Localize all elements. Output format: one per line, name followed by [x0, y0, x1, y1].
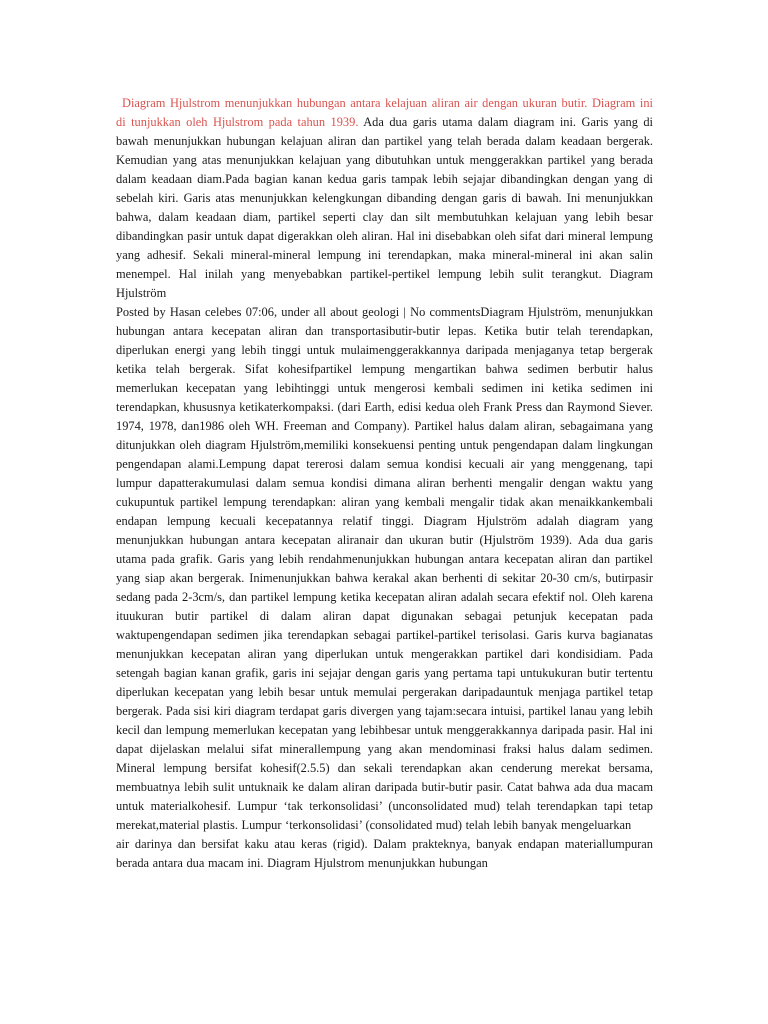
- intro-text: Ada dua garis utama dalam diagram ini. Garis yang di bawah menunjukkan hubungan kelajuan aliran dan partikel yang telah berada dalam keadaan bergerak. Kemudian yang atas menunjukkan kelajuan yang dibutuhkan untuk menggerakkan partikel yang berada dalam keadaan diam.Pada bagian kanan kedua garis tampak lebih sejajar dibandingkan dengan yang di sebelah kiri. Garis atas menunjukkan kelengkungan dibanding dengan garis di bawah. Ini menunjukkan bahwa, dalam keadaan diam, partikel seperti clay dan silt membutuhkan kelajuan yang lebih besar dibandingkan pasir untuk dapat digerakkan oleh aliran. Hal ini disebabkan oleh sifat dari mineral lempung yang adhesif. Sekali mineral-mineral lempung ini terendapkan, maka mineral-mineral ini akan salin menempel. Hal inilah yang menyebabkan partikel-pertikel lempung lebih sulit terangkut. Diagram Hjulström: [116, 115, 654, 300]
- main-paragraph: Posted by Hasan celebes 07:06, under all about geologi | No commentsDiagram Hjulström, menunjukkan hubungan antara kecepatan aliran dan transportasibutir-butir lepas. Ketika butir telah terendapkan, diperlukan energi yang lebih tinggi untuk mulaimenggerakkannya daripada menjaganya tetap bergerak ketika telah bergerak. Sifat kohesifpartikel lempung mengartikan bahwa sedimen berbutir halus memerlukan kecepatan yang lebihtinggi untuk mengerosi kembali sedimen ini ketika sedimen ini terendapkan, khususnya ketikaterkompaksi. (dari Earth, edisi kedua oleh Frank Press dan Raymond Siever. 1974, 1978, dan1986 oleh WH. Freeman and Company). Partikel halus dalam aliran, sebagaimana yang ditunjukkan oleh diagram Hjulström,memiliki konsekuensi penting untuk pengendapan dalam lingkungan pengendapan alami.Lempung dapat tererosi dalam semua kondisi kecuali air yang menggenang, tapi lumpur dapatterakumulasi dalam semua kondisi dimana aliran berhenti mengalir dengan waktu yang cukupuntuk partikel lempung terendapkan: aliran yang kembali mengalir tidak akan menaikkankembali endapan lempung kecuali kecepatannya relatif tinggi. Diagram Hjulström adalah diagram yang menunjukkan hubungan antara kecepatan aliranair dan ukuran butir (Hjulström 1939). Ada dua garis utama pada grafik. Garis yang lebih rendahmenunjukkan hubungan antara kecepatan aliran dan partikel yang siap akan bergerak. Inimenunjukkan bahwa kerakal akan berhenti di sekitar 20-30 cm/s, butirpasir sedang pada 2-3cm/s, dan partikel lempung ketika kecepatan aliran adalah secara efektif nol. Oleh karena ituukuran butir partikel di dalam aliran dapat digunakan sebagai petunjuk kecepatan pada waktupengendapan sedimen jika terendapkan sebagai partikel-partikel terisolasi. Garis kurva bagianatas menunjukkan kecepatan aliran yang diperlukan untuk mengerakkan partikel dari kondisidiam. Pada setengah bagian kanan grafik, garis ini sejajar dengan garis yang pertama tapi untukukuran butir tertentu diperlukan kecepatan yang lebih besar untuk memulai pergerakan daripadauntuk menjaga partikel tetap bergerak. Pada sisi kiri diagram terdapat garis divergen yang tajam:secara intuisi, partikel lanau yang lebih kecil dan lempung memerlukan kecepatan yang lebihbesar untuk menggerakkannya daripada pasir. Hal ini dapat dijelaskan melalui sifat minerallempung yang akan mendominasi fraksi halus dalam sedimen. Mineral lempung bersifat kohesif(2.5.5) dan sekali terendapkan akan cenderung merekat bersama, membuatnya lebih sulit untuknaik ke dalam aliran daripada butir-butir pasir. Catat bahwa ada dua macam untuk materialkohesif. Lumpur ‘tak terkonsolidasi’ (unconsolidated mud) telah terendapkan tapi tetap merekat,material plastis. Lumpur ‘terkonsolidasi’ (consolidated mud) telah lebih banyak mengeluarkan: [116, 305, 653, 832]
- closing-paragraph: air darinya dan bersifat kaku atau keras (rigid). Dalam prakteknya, banyak endapan materiallumpuran berada antara dua macam ini. Diagram Hjulstrom menunjukkan hubungan: [116, 837, 653, 870]
- highlighted-sentence: Diagram Hjulstrom menunjukkan hubungan antara kelajuan aliran air dengan ukuran butir. Diagram ini di tunjukkan oleh Hjulstrom pada tahun 1939.: [116, 96, 653, 129]
- intro-paragraph: [116, 94, 653, 303]
- document-body: [116, 94, 653, 873]
